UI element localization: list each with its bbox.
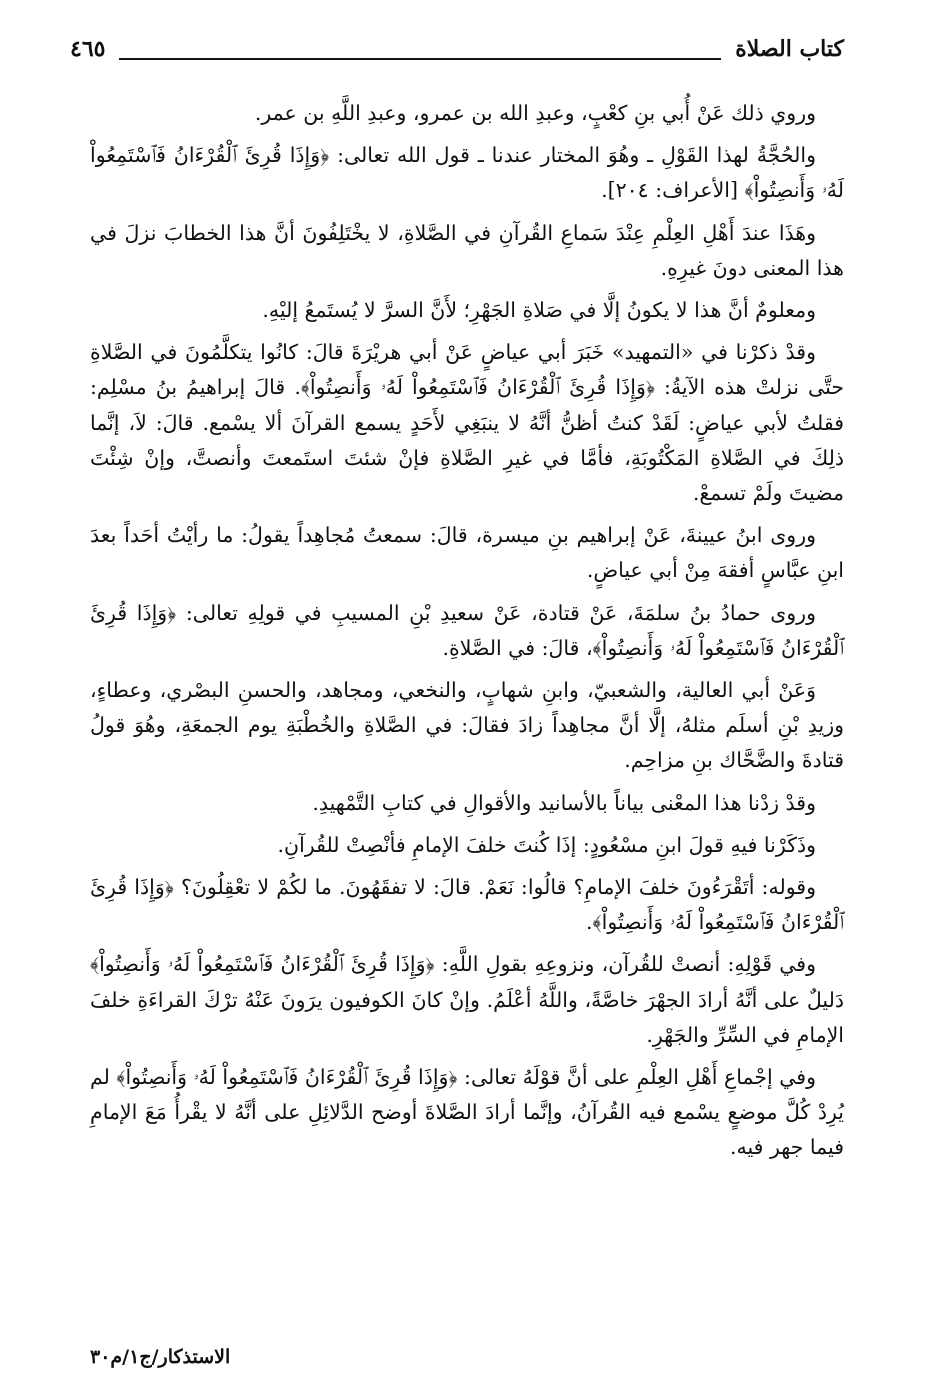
paragraph-4: ومعلومٌ أنَّ هذا لا يكونُ إلَّا في صَلاةِ الجَهْرِ؛ لأَنَّ السرَّ لا يُستَمعُ إليْهِ. [262,298,816,323]
paragraph-12: وفي قَوْلِهِ: أنصتْ للقُرآن، ونزوعِهِ بقولِ اللَّهِ: ﴿وَإِذَا قُرِئَ ٱلْقُرْءَانُ فَٱسْتَمِعُواْ لَهُۥ وَأَنصِتُواْ﴾ دَليلٌ على أنَّهُ أرادَ الجهْرَ خاصَّةً، واللَّهُ أعْلَمُ. وإنْ كانَ الكوفيون يرَونَ عَنْهُ ترْكَ القراءَةِ خلفَ الإمامِ في السِّرِّ والجَهْرِ. [90,952,844,1047]
paragraph-gap [90,1053,844,1060]
paragraph-5: وقدْ ذكرْنا في «التمهيد» خَبَرَ أبي عياضٍ عَنْ أبي هريْرَةَ قالَ: كانُوا يتكلَّمُونَ في الصَّلاةِ حتَّى نزلتْ هذه الآيةُ: ﴿وَإِذَا قُرِئَ ٱلْقُرْءَانُ فَٱسْتَمِعُواْ لَهُۥ وَأَنصِتُواْ﴾. قالَ إبراهيمُ بنُ مسْلِم: فقلتُ لأبي عياضٍ: لَقَدْ كنتُ أظنُّ أنَّهُ لا ينبَغِي لأَحَدٍ يسمع القرآنَ ألا يسْمع. قالَ: لاَ، إنَّما ذلِكَ في الصَّلاةِ المَكْتُوبَةِ، فأمَّا في غيرِ الصَّلاةِ فإنْ شئتَ استَمعتَ وأنصتَّ، وإنْ شِئْتَ مضيتَ ولَمْ تسمعْ. [90,340,844,506]
paragraph-gap [90,286,844,293]
page-header [70,32,844,66]
signature-mark: الاستذكار/ج١/م٣٠ [90,1346,231,1368]
paragraph-1: وروي ذلك عَنْ أُبي بنِ كعْبٍ، وعبدِ الله بن عمرو، وعبدِ اللَّهِ بن عمر. [254,101,816,125]
page-body [90,96,844,1166]
paragraph-gap [90,863,844,870]
paragraph-8: وَعَنْ أبي العالية، والشعبيّ، وابنِ شهابٍ، والنخعي، ومجاهد، والحسنِ البصْري، وعطاءٍ، وزيدِ بْنِ أسلَم مثلهُ، إلَّا أنَّ مجاهِداً زادَ فقالَ: في الصَّلاةِ والخُطْبَةِ يوم الجمعَةِ، وهُوَ قولُ قتادةَ والضَّحَّاك بنِ مزاحِم. [90,678,844,773]
page-number: ٤٦٥ [70,36,106,62]
paragraph-10: وذَكَرْنا فيهِ قولَ ابنِ مسْعُودٍ: إذَا كُنتَ خلفَ الإمامِ فأنْصِتْ للقُرآنِ. [277,832,816,857]
paragraph-3: وهَذَا عندَ أَهْلِ العِلْمِ عِنْدَ سَماعِ القُرآنِ في الصَّلاةِ، لا يخْتَلِفُونَ أنَّ هذا الخطابَ نزلَ في هذا المعنى دونَ غيرِهِ. [90,220,844,280]
paragraph-gap [90,940,844,947]
header-rule [119,58,721,60]
paragraph-gap [90,821,844,828]
paragraph-gap [90,209,844,216]
paragraph-gap [90,328,844,335]
paragraph-gap [90,589,844,596]
paragraph-gap [90,779,844,786]
paragraph-6: وروى ابنُ عيينةَ، عَنْ إبراهيم بنِ ميسرة، قالَ: سمعتُ مُجاهِداً يقولُ: ما رأيْتُ أحَداً بعدَ ابنِ عبَّاسٍ أفقهَ مِنْ أبي عياضٍ. [90,523,844,583]
paragraph-9: وقدْ زدْنا هذا المعْنى بياناً بالأسانيد والأقوالِ في كتابِ التَّمْهيدِ. [312,790,816,815]
paragraph-gap [90,666,844,673]
paragraph-7: وروى حمادُ بنُ سلمَةَ، عَنْ قتادة، عَنْ سعيدِ بْنِ المسيبِ في قولِهِ تعالى: ﴿وَإِذَا قُرِئَ ٱلْقُرْءَانُ فَٱسْتَمِعُواْ لَهُۥ وَأَنصِتُواْ﴾، قالَ: في الصَّلاةِ. [90,600,844,660]
paragraph-2: والحُجَّةُ لهذا القَوْلِ ـ وهُوَ المختار عندنا ـ قول الله تعالى: ﴿وَإِذَا قُرِئَ ٱلْقُرْءَانُ فَٱسْتَمِعُواْ لَهُۥ وَأَنصِتُواْ﴾ [الأعراف: ٢٠٤]. [90,143,844,203]
book-title: كتاب الصلاة [735,36,844,62]
paragraph-gap [90,511,844,518]
paragraph-13: وفي إجْماعِ أَهْلِ العِلْمِ على أنَّ قوْلَهُ تعالى: ﴿وَإِذَا قُرِئَ ٱلْقُرْءَانُ فَٱسْتَمِعُواْ لَهُۥ وَأَنصِتُواْ﴾ لم يُرِدْ كُلَّ موضعٍ يسْمع فيه القُرآنُ، وإنَّما أرادَ الصَّلاةَ أوضح الدَّلائِلِ على أنَّهُ لا يقْرأُ مَعَ الإمامِ فيما جهر فيه. [89,1065,844,1160]
paragraph-11: وقوله: أتَقْرَءُونَ خلفَ الإمامِ؟ قالُوا: نَعَمْ. قالَ: لا تفقَهُونَ. ما لكُمْ لا تعْقِلُونَ؟ ﴿وَإِذَا قُرِئَ ٱلْقُرْءَانُ فَٱسْتَمِعُواْ لَهُۥ وَأَنصِتُواْ﴾. [90,875,844,935]
paragraph-gap [90,131,844,138]
